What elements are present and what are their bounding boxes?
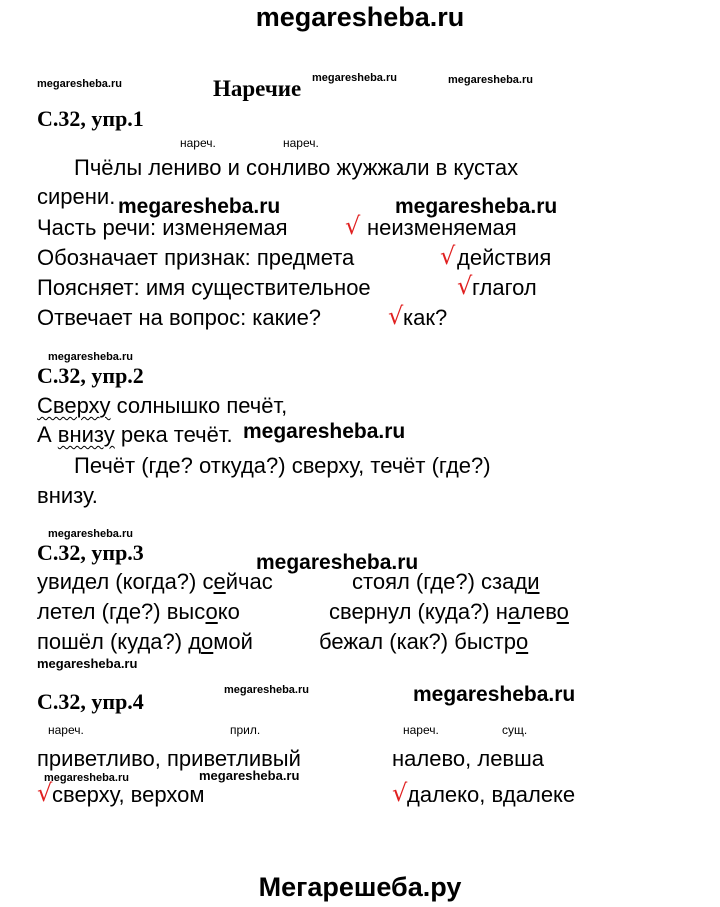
site-header: megaresheba.ru bbox=[255, 2, 465, 32]
phrase-left: увидел (когда?) сейчас bbox=[37, 569, 273, 594]
word-pair: приветливо, приветливый bbox=[37, 746, 301, 771]
pos-label: прил. bbox=[230, 723, 261, 737]
check-mark-icon: √ bbox=[440, 242, 456, 270]
phrase-left: пошёл (куда?) домой bbox=[37, 629, 253, 654]
watermark: megaresheba.ru bbox=[312, 72, 397, 84]
feature-right: неизменяемая bbox=[367, 215, 517, 240]
word-pair: налево, левша bbox=[392, 746, 545, 771]
pos-label: нареч. bbox=[403, 723, 439, 737]
feature-right: глагол bbox=[472, 275, 537, 300]
exercise-1-title: С.32, упр.1 bbox=[37, 106, 144, 131]
feature-left: Отвечает на вопрос: какие? bbox=[37, 305, 322, 330]
watermark: megaresheba.ru bbox=[44, 772, 129, 784]
check-mark-icon: √ bbox=[457, 272, 473, 300]
pos-label: нареч. bbox=[283, 136, 319, 150]
watermark: megaresheba.ru bbox=[48, 351, 133, 363]
watermark: megaresheba.ru bbox=[448, 74, 533, 86]
watermark: megaresheba.ru bbox=[37, 656, 138, 671]
phrase-right: бежал (как?) быстро bbox=[319, 629, 529, 654]
watermark: megaresheba.ru bbox=[413, 683, 576, 706]
watermark: megaresheba.ru bbox=[224, 684, 309, 696]
check-mark-icon: √ bbox=[388, 302, 404, 330]
adverb-underlined: внизу bbox=[57, 422, 115, 447]
word-pair: далеко, вдалеке bbox=[407, 782, 576, 807]
adverb-underlined: Сверху bbox=[37, 393, 111, 418]
check-mark-icon: √ bbox=[392, 779, 408, 807]
site-footer: Мегарешеба.ру bbox=[258, 872, 462, 902]
watermark: megaresheba.ru bbox=[199, 768, 300, 783]
exercise-2-title: С.32, упр.2 bbox=[37, 363, 144, 388]
watermark: megaresheba.ru bbox=[118, 195, 281, 218]
answer-line: внизу. bbox=[37, 483, 98, 508]
feature-left: Часть речи: изменяемая bbox=[37, 215, 288, 240]
word-pair: сверху, верхом bbox=[52, 782, 205, 807]
watermark: megaresheba.ru bbox=[48, 528, 133, 540]
check-mark-icon: √ bbox=[345, 212, 361, 240]
watermark: megaresheba.ru bbox=[243, 420, 406, 443]
feature-left: Поясняет: имя существительное bbox=[37, 275, 371, 300]
watermark: megaresheba.ru bbox=[256, 551, 419, 574]
feature-left: Обозначает признак: предмета bbox=[37, 245, 355, 270]
poem-line: Сверху солнышко печёт, bbox=[37, 393, 288, 418]
watermark: megaresheba.ru bbox=[395, 195, 558, 218]
exercise-4-title: С.32, упр.4 bbox=[37, 689, 144, 714]
page-heading: Наречие bbox=[213, 76, 302, 101]
pos-label: нареч. bbox=[48, 723, 84, 737]
phrase-left: летел (где?) высоко bbox=[37, 599, 240, 624]
phrase-right: стоял (где?) сзади bbox=[352, 569, 540, 594]
pos-label: нареч. bbox=[180, 136, 216, 150]
check-mark-icon: √ bbox=[37, 779, 53, 807]
feature-right: действия bbox=[457, 245, 552, 270]
exercise-3-title: С.32, упр.3 bbox=[37, 540, 144, 565]
feature-right: как? bbox=[403, 305, 448, 330]
pos-label: сущ. bbox=[502, 723, 528, 737]
sentence-line: Пчёлы лениво и сонливо жужжали в кустах bbox=[74, 155, 519, 180]
sentence-line: сирени. bbox=[37, 184, 116, 209]
answer-line: Печёт (где? откуда?) сверху, течёт (где?) bbox=[74, 453, 491, 478]
watermark: megaresheba.ru bbox=[37, 78, 122, 90]
poem-line: А внизу река течёт. bbox=[37, 422, 233, 447]
phrase-right: свернул (куда?) налево bbox=[329, 599, 569, 624]
